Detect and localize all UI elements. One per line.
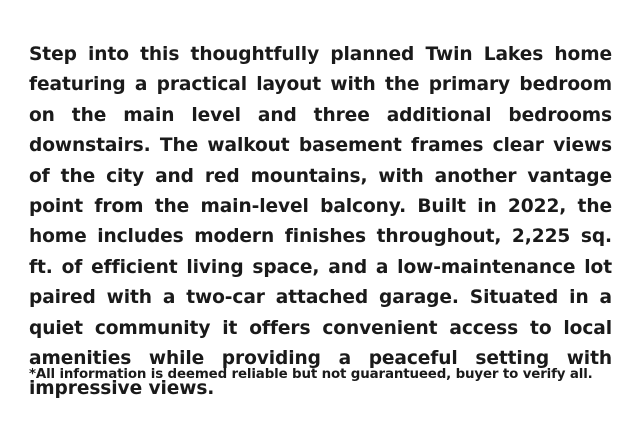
description-block — [29, 40, 612, 405]
property-description-paragraph: Step into this thoughtfully planned Twin Lakes home featuring a practical layout with the primary bedroom on the main level and three additional bedrooms downstairs. The walkout basement frames clear views of the city and red mountains, with another vantage point from the main-level balcony. Built in 2022, the home includes modern finishes throughout, 2,225 sq. ft. of efficient living space, and a low-maintenance lot paired with a two-car attached garage. Situated in a quiet community it offers convenient access to local amenities while providing a peaceful setting with impressive views. — [29, 44, 612, 400]
disclaimer-text: *All information is deemed reliable but not guarantueed, buyer to verify all. — [29, 367, 593, 382]
